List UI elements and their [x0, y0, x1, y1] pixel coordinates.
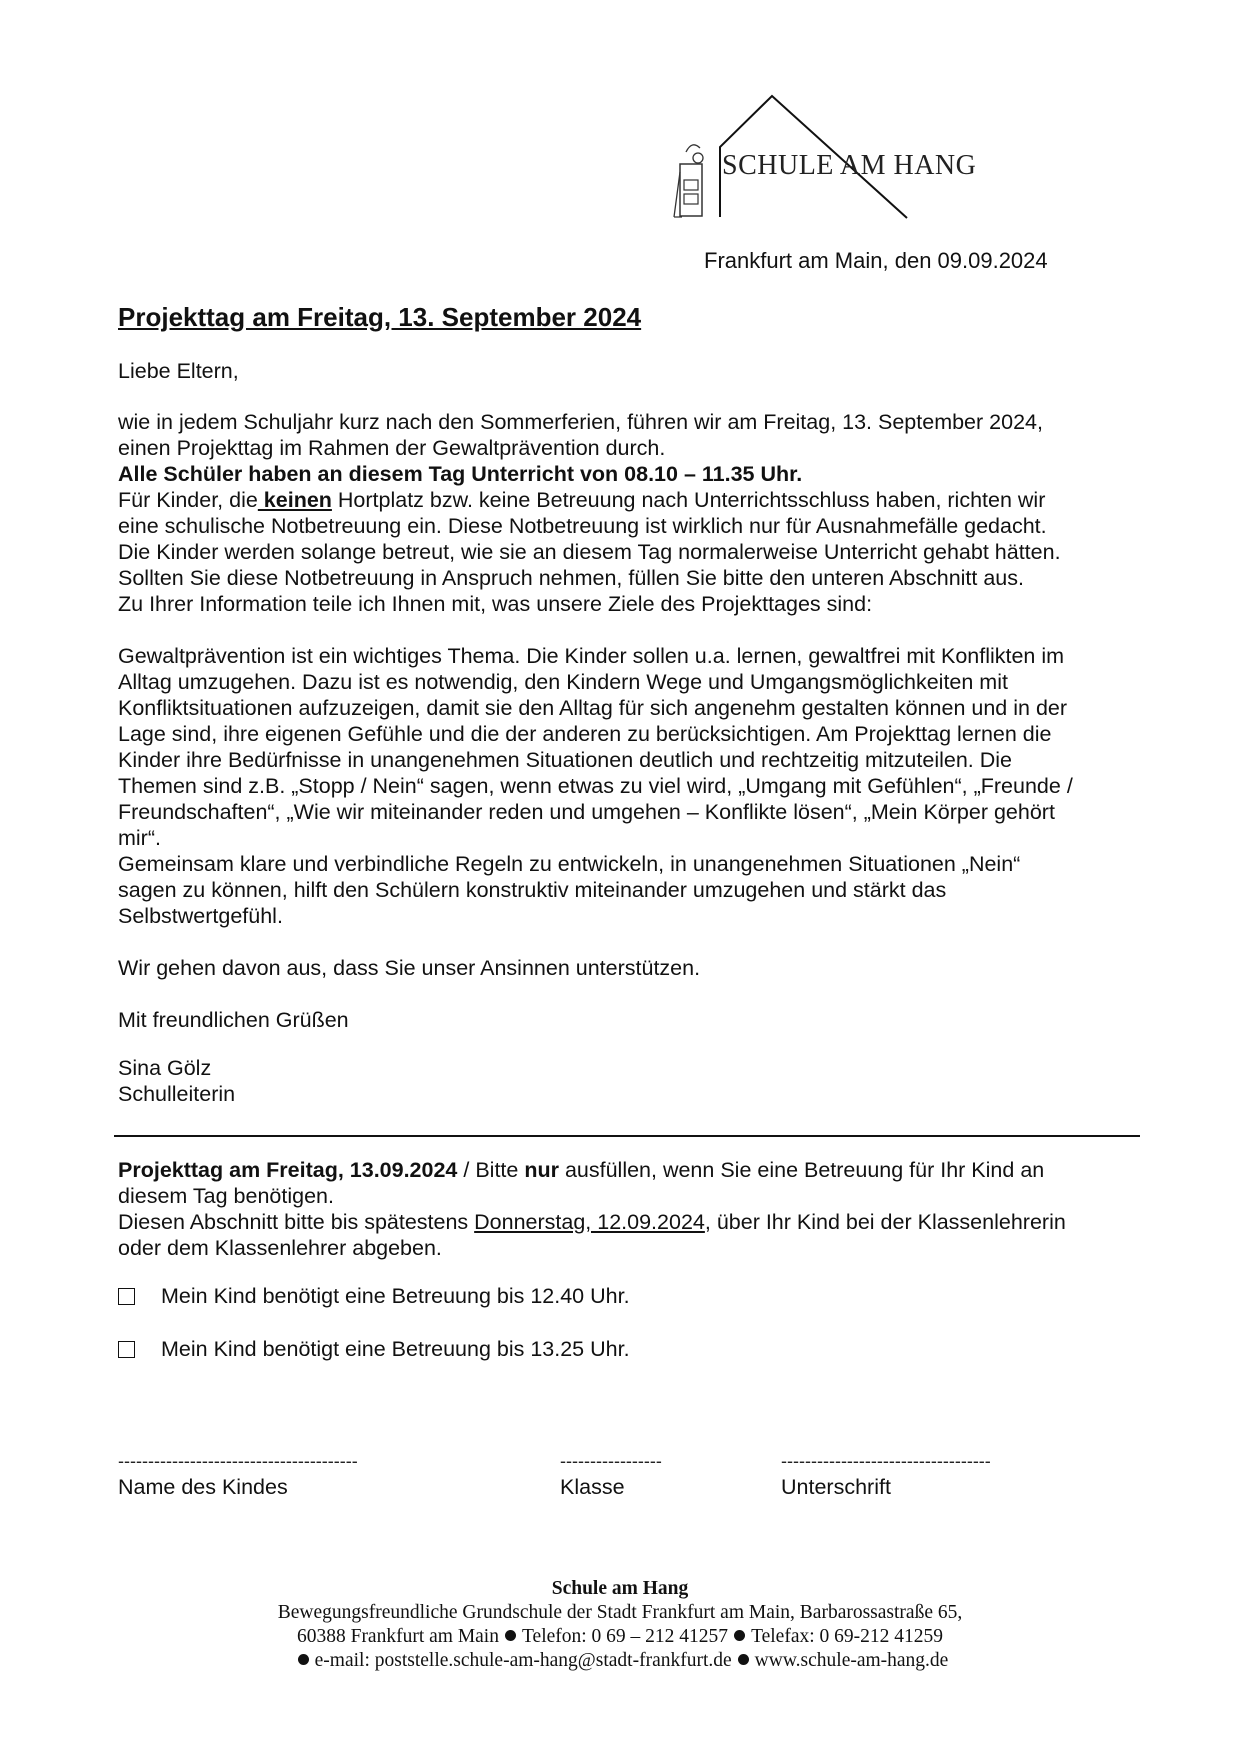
footer-web-line	[0, 1649, 1240, 1673]
footer-phone: Telefon: 0 69 – 212 41257	[521, 1626, 729, 1647]
goals-line: Themen sind z.B. „Stopp / Nein“ sagen, wenn etwas zu viel wird, „Umgang mit Gefühlen“, „Freunde /	[118, 774, 1073, 798]
child-name-dashes: ----------------------------------------	[118, 1451, 358, 1471]
intro-line: wie in jedem Schuljahr kurz nach den Sommerferien, führen wir am Freitag, 13. September 2024,	[118, 410, 1043, 434]
signature-dashes: -----------------------------------	[781, 1451, 991, 1471]
goals-line: Selbstwertgefühl.	[118, 904, 283, 928]
bullet-icon	[505, 1630, 516, 1641]
bullet-icon	[298, 1654, 309, 1665]
class-field[interactable]	[560, 1448, 662, 1500]
form-head-rest: ausfüllen, wenn Sie eine Betreuung für Ihr Kind an	[558, 1158, 1045, 1182]
goals-line: Konfliktsituationen aufzuzeigen, damit sie den Alltag für sich angenehm gestalten können und in der	[118, 696, 1068, 720]
signature-label: Unterschrift	[781, 1475, 891, 1499]
care-line: eine schulische Notbetreuung ein. Diese Notbetreuung ist wirklich nur für Ausnahmefälle gedacht.	[118, 514, 1047, 538]
form-head-line2: diesem Tag benötigen.	[118, 1184, 334, 1208]
goals-line: Gemeinsam klare und verbindliche Regeln zu entwickeln, in unangenehmen Situationen „Nein“	[118, 852, 1021, 876]
school-logo	[672, 92, 1002, 222]
child-name-label: Name des Kindes	[118, 1475, 288, 1499]
checkbox-option-2[interactable]	[118, 1341, 135, 1358]
option-label-1: Mein Kind benötigt eine Betreuung bis 12.40 Uhr.	[161, 1284, 630, 1308]
class-label: Klasse	[560, 1475, 625, 1499]
goals-paragraph	[118, 643, 1148, 929]
care-prefix: Für Kinder, die	[118, 488, 258, 512]
care-line: Zu Ihrer Information teile ich Ihnen mit, was unsere Ziele des Projekttages sind:	[118, 592, 873, 616]
goals-line: Alltag umzugehen. Dazu ist es notwendig, den Kindern Wege und Umgangsmöglichkeiten mit	[118, 670, 1008, 694]
signer-name: Sina Gölz	[118, 1056, 212, 1080]
goals-line: Freundschaften“, „Wie wir miteinander reden und umgehen – Konflikte lösen“, „Mein Körper gehört	[118, 800, 1055, 824]
return-prefix: Diesen Abschnitt bitte bis spätestens	[118, 1210, 475, 1234]
form-head-line	[118, 1157, 1148, 1183]
footer-school-name: Schule am Hang	[551, 1578, 689, 1599]
bullet-icon	[738, 1654, 749, 1665]
footer-email[interactable]: e-mail: poststelle.schule-am-hang@stadt-frankfurt.de	[314, 1650, 732, 1671]
closing: Mit freundlichen Grüßen	[118, 1008, 349, 1032]
return-line	[118, 1209, 1148, 1235]
child-name-field[interactable]	[118, 1448, 358, 1500]
footer-fax: Telefax: 0 69-212 41259	[751, 1626, 944, 1647]
signer-block	[118, 1055, 1148, 1107]
bullet-icon	[734, 1630, 745, 1641]
form-head-nur: nur	[524, 1158, 559, 1182]
option-row-1[interactable]	[118, 1284, 630, 1309]
option-row-2[interactable]	[118, 1337, 630, 1362]
form-head-bold: Projekttag am Freitag, 13.09.2024	[118, 1158, 458, 1182]
footer-contact-line	[0, 1625, 1240, 1649]
intro-line: einen Projekttag im Rahmen der Gewaltprävention durch.	[118, 436, 666, 460]
return-line2: oder dem Klassenlehrer abgeben.	[118, 1236, 442, 1260]
goals-line: sagen zu können, hilft den Schülern konstruktiv miteinander umzugehen und stärkt das	[118, 878, 947, 902]
care-suffix: Hortplatz bzw. keine Betreuung nach Unterrichtsschluss haben, richten wir	[331, 488, 1046, 512]
care-line: Die Kinder werden solange betreut, wie sie an diesem Tag normalerweise Unterricht gehabt hätten.	[118, 540, 1061, 564]
intro-paragraph	[118, 409, 1148, 617]
date-line: Frankfurt am Main, den 09.09.2024	[704, 248, 1048, 273]
care-line: Sollten Sie diese Notbetreuung in Anspruch nehmen, füllen Sie bitte den unteren Abschnitt aus.	[118, 566, 1024, 590]
page-title: Projekttag am Freitag, 13. September 2024	[118, 302, 642, 332]
goals-line: Gewaltprävention ist ein wichtiges Thema. Die Kinder sollen u.a. lernen, gewaltfrei mit Konflikten im	[118, 644, 1065, 668]
return-suffix: , über Ihr Kind bei der Klassenlehrerin	[704, 1210, 1066, 1234]
logo-text: SCHULE AM HANG	[722, 150, 977, 181]
class-dashes: -----------------	[560, 1451, 662, 1471]
checkbox-option-1[interactable]	[118, 1288, 135, 1305]
signature-field[interactable]	[781, 1448, 991, 1500]
goals-line: Kinder ihre Bedürfnisse in unangenehmen Situationen deutlich und rechtzeitig mitzuteilen. Die	[118, 748, 1012, 772]
support-line: Wir gehen davon aus, dass Sie unser Ansinnen unterstützen.	[118, 956, 701, 980]
salutation: Liebe Eltern,	[118, 359, 239, 383]
goals-line: mir“.	[118, 826, 161, 850]
schedule-line: Alle Schüler haben an diesem Tag Unterricht von 08.10 – 11.35 Uhr.	[118, 462, 803, 486]
signer-title: Schulleiterin	[118, 1082, 236, 1106]
return-date: Donnerstag, 12.09.2024	[474, 1210, 705, 1234]
footer-address: 60388 Frankfurt am Main	[296, 1626, 499, 1647]
footer-line1: Bewegungsfreundliche Grundschule der Stadt Frankfurt am Main, Barbarossastraße 65,	[277, 1602, 963, 1623]
option-label-2: Mein Kind benötigt eine Betreuung bis 13.25 Uhr.	[161, 1337, 630, 1361]
care-line	[118, 487, 1148, 513]
goals-line: Lage sind, ihre eigenen Gefühle und die der anderen zu berücksichtigen. Am Projekttag lernen die	[118, 722, 1052, 746]
footer	[0, 1577, 1240, 1673]
care-keyword: keinen	[257, 488, 332, 512]
footer-web[interactable]: www.schule-am-hang.de	[754, 1650, 949, 1671]
form-head-sep: / Bitte	[457, 1158, 525, 1182]
cut-line-divider	[114, 1135, 1140, 1137]
form-instructions	[118, 1157, 1148, 1261]
